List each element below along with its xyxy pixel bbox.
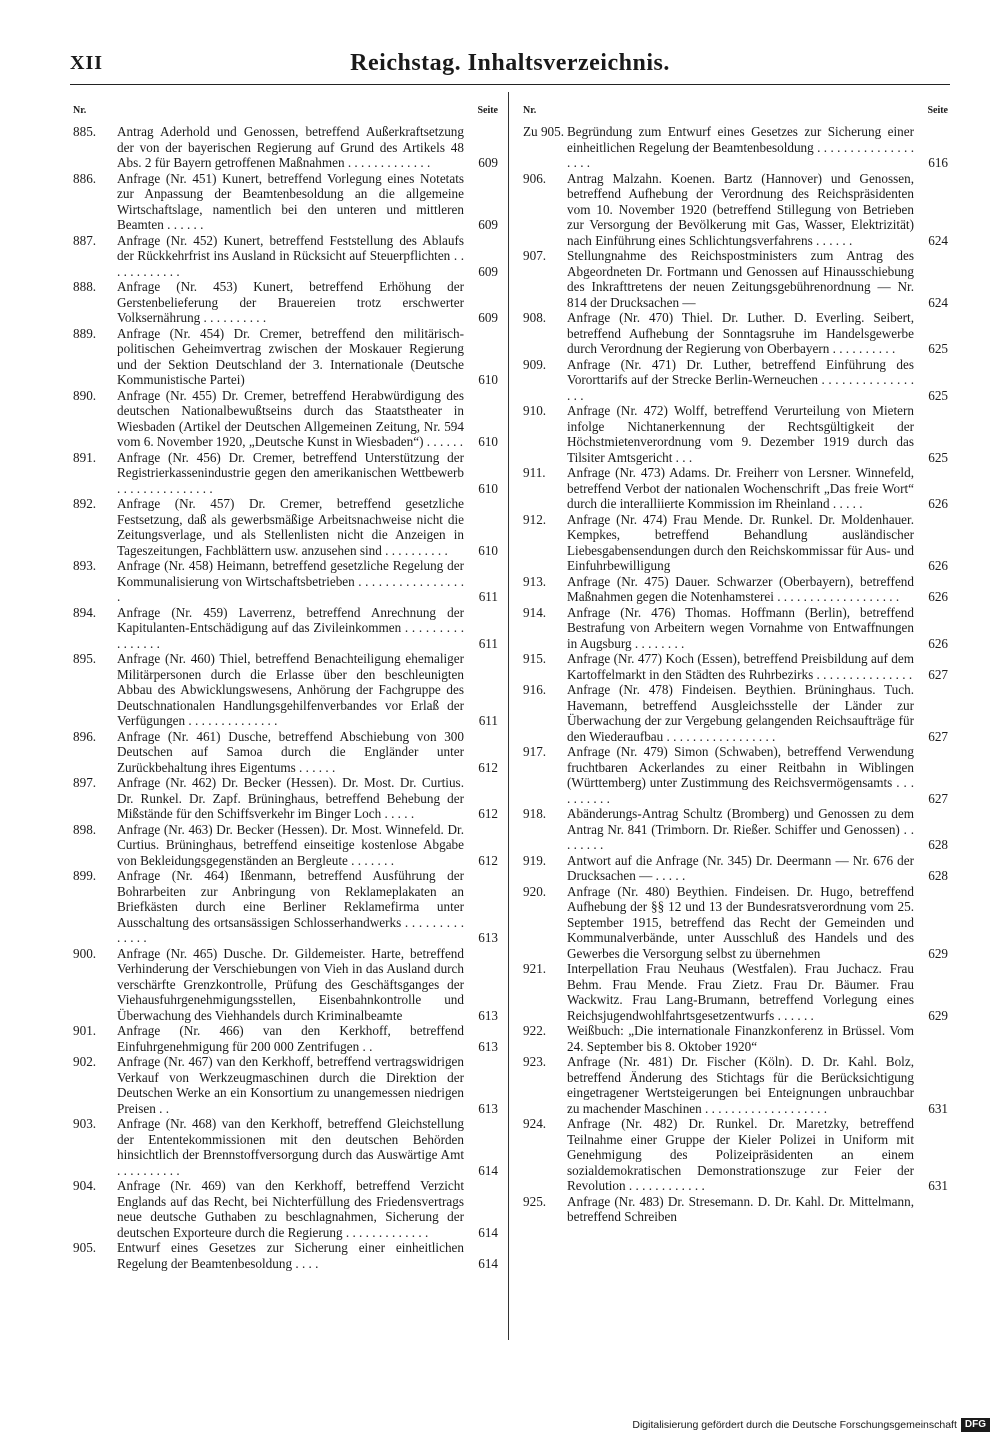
entry-page: 627 [928, 728, 948, 744]
toc-entry [73, 651, 498, 729]
entry-page: 611 [478, 589, 498, 604]
entry-page: 627 [928, 666, 948, 682]
toc-entry [73, 450, 498, 497]
toc-entry [523, 171, 948, 249]
entry-page: 616 [928, 155, 948, 170]
toc-entry [523, 1054, 948, 1116]
toc-entry [523, 961, 948, 1023]
toc-entry [73, 729, 498, 776]
right-entry-list [523, 124, 948, 1225]
entry-text: Entwurf eines Gesetzes zur Sicherung einer einheitlichen Regelung der Beamtenbesoldung . . . . [117, 1240, 464, 1271]
entry-number: 923. [523, 1054, 547, 1069]
entry-text: Anfrage (Nr. 467) van den Kerkhoff, betreffend vertragswidrigen Verkauf von Werkzeugmaschinen durch die Direktion der Deutschen Werke an ein Konsortium zu unangemessen niedrigen Preisen . . [117, 1054, 464, 1116]
entry-text: Anfrage (Nr. 452) Kunert, betreffend Feststellung des Ablaufs der Rückkehrfrist ins Ausland in Rücksicht auf Steuerpflichten . . . . . . . . . . . . [117, 232, 464, 279]
entry-number: 925. [523, 1193, 547, 1209]
entry-number: 889. [73, 325, 97, 341]
entry-text: Anfrage (Nr. 469) van den Kerkhoff, betreffend Verzicht Englands auf das Recht, bei Nichterfüllung des Friedensvertrags neue deutsche Guthaben zu beschlagnahmen, Sicherung der deutschen Exporteure durch die Regierung . . . . . . . . . . . . . [117, 1178, 464, 1240]
toc-entry [73, 233, 498, 280]
entry-text: Anfrage (Nr. 483) Dr. Stresemann. D. Dr. Kahl. Dr. Mittelmann, betreffend Schreiben [567, 1193, 914, 1224]
toc-entry [523, 574, 948, 605]
entry-text: Anfrage (Nr. 451) Kunert, betreffend Vorlegung eines Notetats zur Anpassung der Beamtenbesoldung an die allgemeine Wirtschaftslage, namentlich bei den unteren und mittleren Beamten . . . . . . [117, 170, 464, 232]
entry-page: 625 [928, 341, 948, 356]
entry-page: 609 [478, 310, 498, 325]
entry-text: Anfrage (Nr. 468) van den Kerkhoff, betreffend Gleichstellung der Ententekommissionen mit den deutschen Behörden hinsichtlich der Brennstoffversorgung durch das Auswärtige Amt . . . . . . . . . . [117, 1116, 464, 1178]
entry-text: Stellungnahme des Reichspostministers zum Antrag des Abgeordneten Dr. Fortmann und Genossen auf Hinausschiebung des Inkrafttretens der neuen Zeitungsgebührenordnung — Nr. 814 der Drucksachen — [567, 248, 914, 310]
entry-text: Anfrage (Nr. 453) Kunert, betreffend Erhöhung der Gerstenbelieferung der Brauereien trotz erschwerter Volksernährung . . . . . . . . . . [117, 279, 464, 325]
entry-page: 610 [478, 434, 498, 449]
toc-entry [523, 884, 948, 962]
entry-number: 887. [73, 232, 97, 248]
entry-page: 631 [928, 1178, 948, 1193]
entry-page: 612 [478, 852, 498, 868]
entry-number: 892. [73, 496, 97, 511]
toc-entry [523, 124, 948, 171]
entry-number: 904. [73, 1178, 97, 1193]
entry-number: 906. [523, 170, 547, 186]
entry-page: 626 [928, 496, 948, 511]
entry-text: Antrag Malzahn. Koenen. Bartz (Hannover) und Genossen, betreffend Aufhebung der Verordnung des Reichspräsidenten vom 10. November 1920 (betreffend Stillegung von Betrieben zur Versorgung der Bevölkerung mit Gas, Wasser, Elektrizität) nach Einführung eines Schlichtungsverfahrens . . . . . . [567, 170, 914, 248]
toc-entry [523, 806, 948, 853]
entry-text: Anfrage (Nr. 456) Dr. Cremer, betreffend Unterstützung der Registrierkassenindustrie gegen den amerikanischen Wettbewerb . . . . . . . . . . . . . . . [117, 449, 464, 496]
entry-number: 903. [73, 1116, 97, 1131]
toc-entry [523, 682, 948, 744]
entry-number: 894. [73, 604, 97, 620]
entry-page: 626 [928, 589, 948, 604]
entry-page: 626 [928, 635, 948, 651]
entry-text: Anfrage (Nr. 482) Dr. Runkel. Dr. Maretzky, betreffend Teilnahme einer Gruppe der Kieler Polizei in Uniform mit Genehmigung des Polizeipräsidenten an einem sozialdemokratischen Demonstrationszuge zur Feier der Revolution . . . . . . . . . . . . [567, 1116, 914, 1193]
toc-entry [73, 946, 498, 1024]
toc-entry [73, 775, 498, 822]
entry-text: Anfrage (Nr. 460) Thiel, betreffend Benachteiligung ehemaliger Militärpersonen durch die Erlasse über den beschleunigten Abbau des Abwicklungswesens, Anhörung der Fachgruppe des Deutschnationalen Handlungsgehilfenverbandes vor Erlaß der Verfügungen . . . . . . . . . . . . . . [117, 651, 464, 728]
entry-text: Anfrage (Nr. 457) Dr. Cremer, betreffend gesetzliche Festsetzung, daß als gewerbsmäßige Arbeitsnachweise nicht die Zeitungsverlage, und als Stellenlisten nicht die Anzeigen in Tageszeitungen, Fachblättern usw. anzusehen sind . . . . . . . . . . [117, 496, 464, 558]
entry-text: Anfrage (Nr. 454) Dr. Cremer, betreffend den militärisch-politischen Geheimvertrag zwischen der Moskauer Regierung und der Sektion Deutschland der 3. Internationale (Deutsche Kommunistische Partei) [117, 325, 464, 387]
entry-page: 629 [928, 945, 948, 961]
entry-page: 611 [478, 635, 498, 651]
entry-page: 612 [478, 759, 498, 775]
entry-text: Anfrage (Nr. 479) Simon (Schwaben), betreffend Verwendung fruchtbaren Ackerlandes zu einer Reitbahn in Wiblingen (Württemberg) unter Zustimmung des Reichsvermögensamts . . . . . . . . . . [567, 744, 914, 806]
nr-header: Nr. [523, 105, 537, 116]
header-rule [70, 84, 950, 85]
entry-text: Anfrage (Nr. 476) Thomas. Hoffmann (Berlin), betreffend Bestrafung von Arbeitern wegen Vornahme von Entwaffnungen in Augsburg . . . . . . . . [567, 604, 914, 651]
left-column [73, 104, 498, 1271]
entry-text: Anfrage (Nr. 475) Dauer. Schwarzer (Oberbayern), betreffend Maßnahmen gegen die Notenhamsterei . . . . . . . . . . . . . . . . . . . [567, 573, 914, 604]
entry-number: 911. [523, 465, 546, 480]
entry-page: 609 [478, 217, 498, 232]
seite-header: Seite [927, 105, 948, 116]
entry-text: Anfrage (Nr. 462) Dr. Becker (Hessen). Dr. Most. Dr. Curtius. Dr. Runkel. Dr. Zapf. Brüninghaus, betreffend Behebung der Mißstände für den Schiffsverkehr im Binger Loch . . . . . [117, 775, 464, 821]
entry-page: 611 [478, 713, 498, 728]
entry-number: 914. [523, 604, 547, 620]
entry-number: 913. [523, 573, 547, 589]
entry-page: 625 [928, 449, 948, 465]
entry-page: 613 [478, 930, 498, 945]
entry-number: 900. [73, 945, 97, 961]
entry-text: Anfrage (Nr. 474) Frau Mende. Dr. Runkel. Dr. Moldenhauer. Kempkes, betreffend Behandlung ausländischer Liebesgabensendungen durch den Reichskommissar für Aus- und Einfuhrbewilligung [567, 511, 914, 573]
entry-page: 613 [478, 1007, 498, 1023]
toc-entry [523, 651, 948, 682]
toc-entry [523, 1023, 948, 1054]
entry-page: 628 [928, 837, 948, 852]
entry-text: Anfrage (Nr. 481) Dr. Fischer (Köln). D. Dr. Kahl. Bolz, betreffend Änderung des Stichtags für die Berücksichtigung eingetragener Wertsteigerungen bei Enteignungen unbrauchbar zu machender Maschinen . . . . . . . . . . . . . . . . . . . [567, 1054, 914, 1116]
entry-number: 885. [73, 124, 97, 139]
toc-entry [523, 1194, 948, 1225]
entry-text: Anfrage (Nr. 458) Heimann, betreffend gesetzliche Regelung der Kommunalisierung von Wirtschaftsbetrieben . . . . . . . . . . . . . . . . . [117, 558, 464, 604]
toc-entry [73, 171, 498, 233]
entry-text: Anfrage (Nr. 466) van den Kerkhoff, betreffend Einfuhrgenehmigung für 200 000 Zentrifugen . . [117, 1023, 464, 1054]
entry-number: 915. [523, 651, 547, 666]
toc-entry [73, 279, 498, 326]
entry-page: 628 [928, 868, 948, 883]
entry-number: 905. [73, 1240, 97, 1255]
toc-entry [73, 558, 498, 605]
left-column-header [73, 104, 498, 118]
entry-text: Anfrage (Nr. 480) Beythien. Findeisen. Dr. Hugo, betreffend Aufhebung der §§ 12 und 13 der Bundesratsverordnung vom 25. September 1915, betreffend das Recht der Gemeinden und Kommunalverbände, unter Ausschluß des Handels und des Gewerbes die Versorgung selbst zu übernehmen [567, 883, 914, 961]
entry-number: 910. [523, 403, 547, 418]
toc-entry [523, 248, 948, 310]
toc-entry [523, 310, 948, 357]
entry-text: Begründung zum Entwurf eines Gesetzes zur Sicherung einer einheitlichen Regelung der Beamtenbesoldung . . . . . . . . . . . . . . . . . . . [567, 124, 914, 170]
entry-text: Antrag Aderhold und Genossen, betreffend Außerkraftsetzung der von der bayerischen Regierung auf Grund des Artikels 48 Abs. 2 für Bayern getroffenen Maßnahmen . . . . . . . . . . . . . [117, 124, 464, 170]
entry-number: 899. [73, 868, 97, 883]
entry-page: 614 [478, 1162, 498, 1178]
entry-number: 897. [73, 775, 97, 790]
entry-page: 614 [478, 1224, 498, 1240]
entry-text: Abänderungs-Antrag Schultz (Bromberg) und Genossen zu dem Antrag Nr. 841 (Trimborn. Dr. Rießer. Schiffer und Genossen) . . . . . . . . [567, 806, 914, 852]
entry-number: 919. [523, 852, 547, 868]
entry-text: Anfrage (Nr. 470) Thiel. Dr. Luther. D. Everling. Seibert, betreffend Aufhebung der Sonntagsruhe im Handelsgewerbe durch Verordnung der Regierung von Oberbayern . . . . . . . . . . [567, 310, 914, 356]
entry-page: 624 [928, 232, 948, 248]
entry-page: 629 [928, 1007, 948, 1023]
entry-page: 627 [928, 790, 948, 806]
entry-number: Zu 905. [523, 124, 565, 139]
entry-text: Antwort auf die Anfrage (Nr. 345) Dr. Deermann — Nr. 676 der Drucksachen — . . . . . [567, 852, 914, 883]
entry-number: 922. [523, 1023, 547, 1038]
toc-entry [73, 1054, 498, 1116]
entry-page: 625 [928, 387, 948, 403]
entry-page: 626 [928, 558, 948, 573]
entry-page: 609 [478, 155, 498, 170]
entry-number: 888. [73, 279, 97, 294]
toc-entry [73, 1240, 498, 1271]
entry-number: 916. [523, 682, 547, 697]
entry-page: 609 [478, 263, 498, 279]
entry-number: 920. [523, 883, 547, 899]
entry-number: 898. [73, 821, 97, 837]
entry-page: 624 [928, 294, 948, 310]
entry-text: Anfrage (Nr. 478) Findeisen. Beythien. Brüninghaus. Tuch. Havemann, betreffend Ausgleichsstelle der Länder zur Überwachung der zur Vergebung gelangenden Reichsaufträge für den Wiederaufbau . . . . . . . . . . . . . . . . . [567, 682, 914, 744]
toc-entry [73, 1116, 498, 1178]
entry-number: 902. [73, 1054, 97, 1069]
entry-page: 610 [478, 372, 498, 387]
entry-page: 613 [478, 1100, 498, 1116]
toc-entry [73, 496, 498, 558]
toc-entry [73, 868, 498, 946]
entry-text: Weißbuch: „Die internationale Finanzkonferenz in Brüssel. Vom 24. September bis 8. Oktober 1920“ [567, 1023, 914, 1054]
entry-number: 886. [73, 170, 97, 186]
page-number: XII [70, 52, 104, 74]
entry-text: Anfrage (Nr. 455) Dr. Cremer, betreffend Herabwürdigung des deutschen Nationalbewußtseins durch das Staatstheater in Wiesbaden (Artikel der Deutschen Allgemeinen Zeitung, Nr. 594 vom 6. November 1920, „Deutsche Kunst in Wiesbaden“) . . . . . . [117, 387, 464, 449]
toc-entry [523, 465, 948, 512]
entry-number: 908. [523, 310, 547, 325]
seite-header: Seite [477, 105, 498, 116]
entry-text: Anfrage (Nr. 473) Adams. Dr. Freiherr von Lersner. Winnefeld, betreffend Verbot der nationalen Wochenschrift „Das freie Wort“ durch die interalliierte Kommission im Rheinland . . . . . [567, 465, 914, 511]
nr-header: Nr. [73, 105, 87, 116]
toc-entry [523, 512, 948, 574]
entry-page: 614 [478, 1255, 498, 1271]
toc-entry [73, 822, 498, 869]
toc-entry [523, 1116, 948, 1194]
dfg-logo: DFG [961, 1418, 990, 1432]
toc-entry [73, 605, 498, 652]
entry-number: 921. [523, 961, 547, 976]
toc-entry [523, 403, 948, 465]
entry-text: Anfrage (Nr. 477) Koch (Essen), betreffend Preisbildung auf dem Kartoffelmarkt in den Städten des Ruhrbezirks . . . . . . . . . . . . . . . [567, 651, 914, 682]
entry-number: 924. [523, 1116, 547, 1131]
entry-text: Interpellation Frau Neuhaus (Westfalen). Frau Juchacz. Frau Behm. Frau Mende. Frau Zietz. Frau Dr. Bäumer. Frau Wackwitz. Frau Lang-Brumann, betreffend Vorlegung eines Reichsjugendwohlfahrtsgesetzentwurfs . . . . . . [567, 961, 914, 1023]
entry-text: Anfrage (Nr. 459) Laverrenz, betreffend Anrechnung der Kapitulanten-Entschädigung auf das Zivileinkommen . . . . . . . . . . . . . . . . [117, 604, 464, 651]
entry-text: Anfrage (Nr. 461) Dusche, betreffend Abschiebung von 300 Deutschen auf Samoa durch die Engländer unter Zurückbehaltung ihres Eigentums . . . . . . [117, 728, 464, 775]
toc-entry [523, 853, 948, 884]
toc-entry [73, 124, 498, 171]
column-divider [508, 92, 509, 1340]
entry-number: 893. [73, 558, 97, 573]
entry-text: Anfrage (Nr. 465) Dusche. Dr. Gildemeister. Harte, betreffend Verhinderung der Verschiebungen von Vieh in das Ausland durch verschärfte Grenzkontrolle, Prüfung des Geschäftsganges der Viehausfuhrgenehmigungsstellen, Eisenbahnkontrolle und Überwachung des Viehhandels durch Kriminalbeamte [117, 945, 464, 1023]
entry-text: Anfrage (Nr. 471) Dr. Luther, betreffend Einführung des Vororttarifs auf der Strecke Berlin-Werneuchen . . . . . . . . . . . . . . . . . [567, 356, 914, 403]
toc-entry [73, 1178, 498, 1240]
entry-number: 917. [523, 744, 547, 759]
entry-text: Anfrage (Nr. 472) Wolff, betreffend Verurteilung von Mietern infolge Nichtanerkennung der Rechtsgültigkeit der Höchstmietenverordnung vom 9. Dezember 1919 durch das Tilsiter Amtsgericht . . . [567, 403, 914, 465]
entry-page: 612 [478, 806, 498, 821]
footer [600, 1417, 990, 1433]
toc-entry [523, 744, 948, 806]
toc-entry [73, 388, 498, 450]
entry-number: 918. [523, 806, 547, 821]
page-title: Reichstag. Inhaltsverzeichnis. [350, 50, 670, 76]
toc-entry [73, 1023, 498, 1054]
toc-entry [73, 326, 498, 388]
toc-entry [523, 357, 948, 404]
entry-page: 631 [928, 1100, 948, 1116]
entry-text: Anfrage (Nr. 464) Ißenmann, betreffend Ausführung der Bohrarbeiten zur Anbringung von Reklameplakaten an Briefkästen durch eine Berliner Reklamefirma unter Ausschaltung des ortsansässigen Schlosserhandwerks . . . . . . . . . . . . . . [117, 868, 464, 945]
page-header [70, 50, 950, 84]
right-column-header [523, 104, 948, 118]
entry-page: 610 [478, 480, 498, 496]
entry-number: 909. [523, 356, 547, 372]
entry-number: 891. [73, 449, 97, 465]
entry-page: 610 [478, 542, 498, 558]
left-entry-list [73, 124, 498, 1271]
entry-number: 890. [73, 387, 97, 403]
entry-text: Anfrage (Nr. 463) Dr. Becker (Hessen). Dr. Most. Winnefeld. Dr. Curtius. Brüninghaus, betreffend einseitige kostenlose Abgabe von Bekleidungsgegenständen an Bergleute . . . . . . . [117, 821, 464, 868]
entry-number: 901. [73, 1023, 97, 1038]
entry-number: 912. [523, 511, 547, 527]
entry-number: 895. [73, 651, 97, 666]
right-column [523, 104, 948, 1225]
funding-note: Digitalisierung gefördert durch die Deutsche Forschungsgemeinschaft [632, 1419, 957, 1431]
entry-number: 896. [73, 728, 97, 744]
entry-page: 613 [478, 1038, 498, 1054]
toc-entry [523, 605, 948, 652]
entry-number: 907. [523, 248, 547, 263]
